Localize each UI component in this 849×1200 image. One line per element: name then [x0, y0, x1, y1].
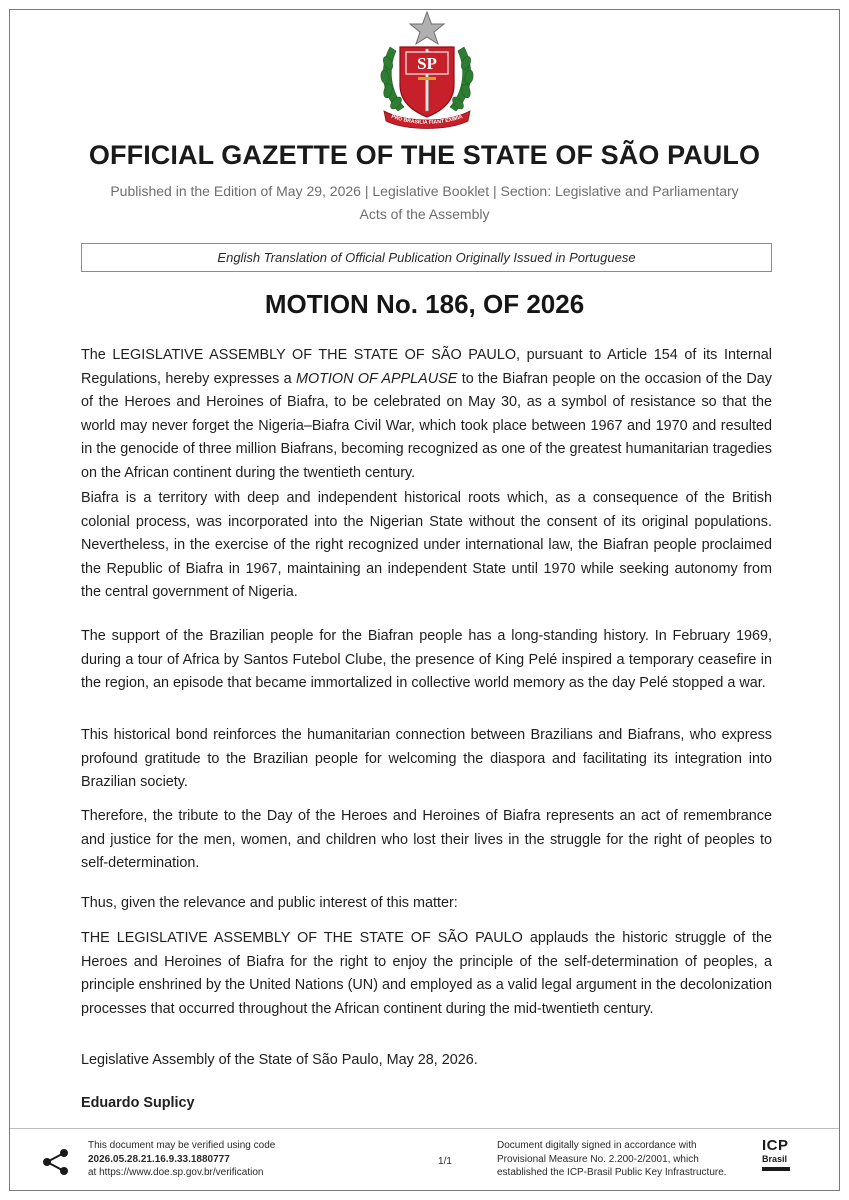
verification-code: 2026.05.28.21.16.9.33.1880777 [88, 1153, 230, 1165]
verification-line: This document may be verified using code [88, 1140, 276, 1151]
icp-logo-bar [762, 1167, 790, 1171]
signer-name: Eduardo Suplicy [81, 1095, 195, 1111]
seal-letters: SP [417, 54, 437, 73]
translation-note: English Translation of Official Publication Originally Issued in Portuguese [81, 243, 772, 272]
signature-line-3: established the ICP-Brasil Public Key Infrastructure. [497, 1167, 727, 1178]
state-coat-of-arms [376, 11, 478, 133]
icp-logo-top: ICP [762, 1137, 789, 1154]
paragraph-7: THE LEGISLATIVE ASSEMBLY OF THE STATE OF SÃO PAULO applauds the historic struggle of the Heroes and Heroines of Biafra for the right to enjoy the principle of the self-determination of peoples, a principle enshrined by the United Nations (UN) and employed as a valid legal argument in the decolonization processes that occurred throughout the African continent during the mid-twentieth century. [81, 930, 772, 1017]
signature-line-1: Document digitally signed in accordance with [497, 1140, 697, 1151]
motion-of-applause-emphasis: MOTION OF APPLAUSE [295, 370, 458, 387]
paragraph-1-end: to the Biafran people on the occasion of the Day of the Heroes and Heroines of Biafra, to be celebrated on May 30, as a symbol of resistance so that the world may never forget the Nigeria–Biafra Civil War, which took place between 1967 and 1970 and resulted in the genocide of three million Biafrans, becoming recognized as one of the greatest humanitarian tragedies on the African continent during the twentieth century. [81, 370, 772, 481]
icp-brasil-logo [762, 1138, 802, 1180]
seal-motto: PRO BRASILIA FIANT EXIMIA [390, 113, 464, 126]
paragraph-6: Thus, given the relevance and public interest of this matter: [81, 895, 458, 911]
paragraph-1 [81, 344, 772, 485]
paragraph-5: Therefore, the tribute to the Day of the Heroes and Heroines of Biafra represents an act of remembrance and justice for the men, women, and children who lost their lives in the struggle for the right of peoples to self-determination. [81, 808, 772, 871]
place-and-date: Legislative Assembly of the State of São Paulo, May 28, 2026. [81, 1052, 478, 1068]
verification-info [88, 1139, 348, 1180]
gazette-title: OFFICIAL GAZETTE OF THE STATE OF SÃO PAULO [88, 140, 761, 170]
icp-logo-bottom: Brasil [762, 1154, 788, 1164]
seal-star-icon [410, 12, 444, 44]
paragraph-4: This historical bond reinforces the humanitarian connection between Brazilians and Biafrans, who express profound gratitude to the Brazilian people for welcoming the diaspora and facilitating its integration into Brazilian society. [81, 727, 772, 790]
digital-signature-info [497, 1139, 747, 1180]
publication-info: Published in the Edition of May 29, 2026 | Legislative Booklet | Section: Legislative and Parliamentary Acts of the Assembly [110, 183, 739, 222]
page-number: 1/1 [438, 1156, 452, 1167]
paragraph-3: The support of the Brazilian people for the Biafran people has a long-standing history. In February 1969, during a tour of Africa by Santos Futebol Clube, the presence of King Pelé inspired a temporary ceasefire in the region, an episode that became immortalized in collective world memory as the day Pelé stopped a war. [81, 628, 772, 691]
paragraph-2: Biafra is a territory with deep and independent historical roots which, as a consequence of the British colonial process, was incorporated into the Nigerian State without the consent of its original populations. Nevertheless, in the exercise of the right recognized under international law, the Biafran people proclaimed the Republic of Biafra in 1967, maintaining an independent State until 1970 while seeking autonomy from the central government of Nigeria. [81, 490, 772, 600]
share-icon [40, 1146, 72, 1178]
verification-url[interactable]: at https://www.doe.sp.gov.br/verification [88, 1167, 264, 1178]
signature-line-2: Provisional Measure No. 2.200-2/2001, which [497, 1153, 699, 1165]
paragraph-1-start: The LEGISLATIVE ASSEMBLY OF THE STATE OF SÃO PAULO, pursuant to Article 154 of its Internal Regulations, hereby expresses a [81, 347, 772, 387]
footer-divider [10, 1128, 839, 1129]
motion-title: MOTION No. 186, OF 2026 [264, 289, 585, 319]
